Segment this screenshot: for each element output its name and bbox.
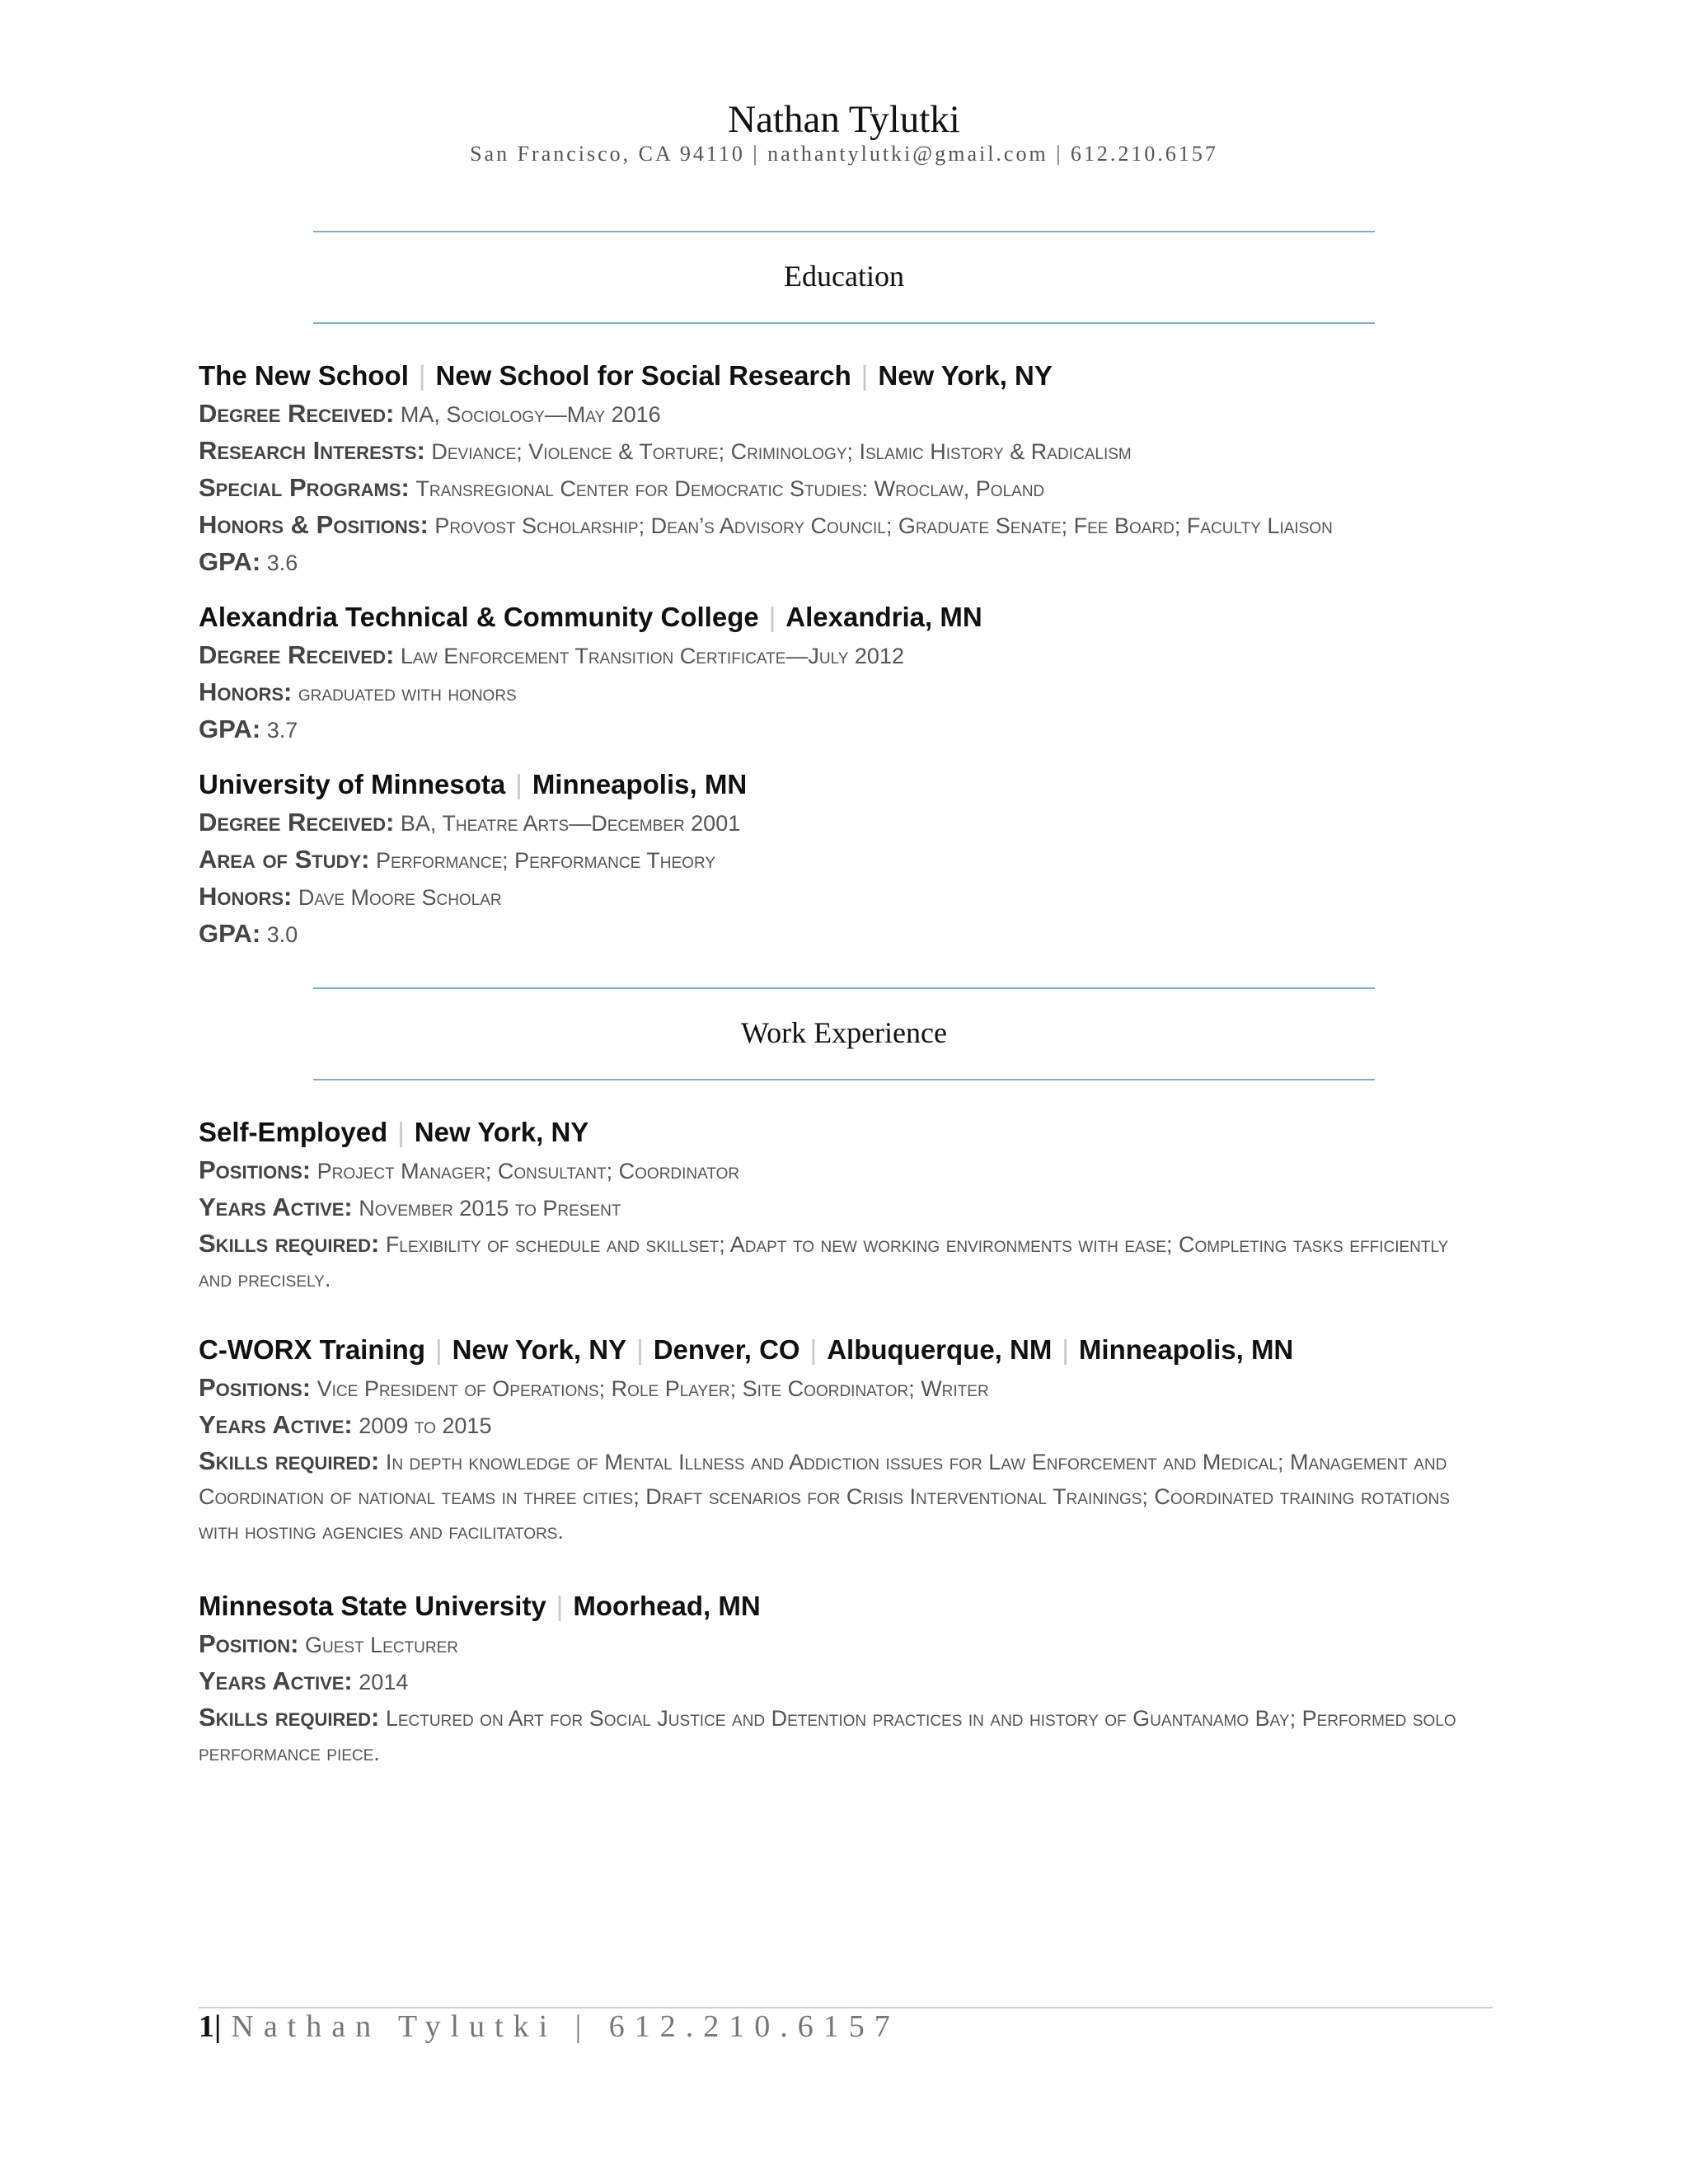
entry-location: New York, NY <box>878 360 1053 391</box>
detail-label: Honors & Positions: <box>199 510 429 539</box>
entry-detail-line <box>199 879 1484 916</box>
entry-detail-line <box>199 711 1484 748</box>
entry-organization: The New School <box>199 360 409 391</box>
detail-value: Transregional Center for Democratic Studies: Wroclaw, Poland <box>415 476 1045 501</box>
entry-heading <box>199 1586 1484 1626</box>
section-divider <box>313 987 1375 989</box>
heading-separator: | <box>397 1117 405 1147</box>
heading-separator: | <box>556 1591 564 1621</box>
entry-organization: Alexandria Technical & Community College <box>199 602 759 632</box>
detail-label: Special Programs: <box>199 473 410 502</box>
detail-value: 3.7 <box>266 718 298 743</box>
detail-label: Skills required: <box>199 1703 380 1732</box>
heading-separator: | <box>860 360 869 391</box>
entry-location: Alexandria, MN <box>785 602 982 632</box>
entry-detail-line <box>199 1152 1484 1189</box>
entry-detail-line <box>199 637 1484 674</box>
entry-organization: Self-Employed <box>199 1117 388 1147</box>
detail-value: Performance; Performance Theory <box>376 848 716 873</box>
detail-value: In depth knowledge of Mental Illness and Addiction issues for Law Enforcement and Medical; Management and Coordination of national teams in three cities; Draft scenarios for Crisis Interventional Trainings; Coordinated training rotations with hosting agencies and facilitators. <box>199 1450 1450 1544</box>
detail-label: Honors: <box>199 677 293 706</box>
entry-detail-line <box>199 433 1484 470</box>
heading-separator: | <box>435 1334 443 1365</box>
detail-value: Guest Lecturer <box>304 1633 458 1657</box>
section-divider <box>313 322 1375 324</box>
entry-location: Albuquerque, NM <box>827 1334 1053 1365</box>
education-entry <box>199 356 1484 581</box>
entry-detail-line <box>199 916 1484 953</box>
education-entry <box>199 765 1484 953</box>
entry-heading <box>199 598 1484 637</box>
heading-separator: | <box>636 1334 644 1365</box>
entry-heading <box>199 1113 1484 1152</box>
detail-label: Research Interests: <box>199 436 425 465</box>
detail-value: BA, Theatre Arts—December 2001 <box>400 811 741 836</box>
entry-heading <box>199 1330 1484 1370</box>
entry-location: Moorhead, MN <box>573 1591 761 1621</box>
resume-name: Nathan Tylutki <box>728 98 960 141</box>
detail-label: Years Active: <box>199 1410 353 1439</box>
detail-value: MA, Sociology—May 2016 <box>400 402 661 427</box>
entry-detail-line <box>199 1444 1484 1549</box>
detail-value: 3.6 <box>266 551 298 575</box>
entry-location: Minneapolis, MN <box>1078 1334 1294 1365</box>
entry-organization: Minnesota State University <box>199 1591 546 1621</box>
detail-label: Honors: <box>199 882 293 911</box>
entry-detail-line <box>199 1189 1484 1226</box>
detail-label: GPA: <box>199 715 261 743</box>
heading-separator: | <box>515 769 523 799</box>
entry-detail-line <box>199 841 1484 879</box>
detail-label: Degree Received: <box>199 399 395 428</box>
detail-label: Skills required: <box>199 1229 380 1258</box>
entry-organization: C-WORX Training <box>199 1334 425 1365</box>
entry-detail-line <box>199 1700 1484 1770</box>
heading-separator: | <box>809 1334 818 1365</box>
detail-value: November 2015 to Present <box>359 1196 621 1221</box>
entry-heading <box>199 356 1484 396</box>
detail-value: graduated with honors <box>298 681 517 705</box>
work-experience-heading: Work Experience <box>741 1016 947 1049</box>
detail-value: 3.0 <box>266 922 298 947</box>
detail-label: Degree Received: <box>199 640 395 669</box>
entry-detail-line <box>199 507 1484 544</box>
entry-heading <box>199 765 1484 804</box>
detail-value: Law Enforcement Transition Certificate—July 2012 <box>400 644 904 668</box>
detail-label: GPA: <box>199 547 261 576</box>
work-entry <box>199 1330 1484 1549</box>
entry-location: New York, NY <box>414 1117 589 1147</box>
detail-label: Positions: <box>199 1373 312 1402</box>
entry-detail-line <box>199 674 1484 711</box>
entry-location: New York, NY <box>452 1334 627 1365</box>
footer-text: Nathan Tylutki | 612.210.6157 <box>231 2009 900 2044</box>
detail-value: Provost Scholarship; Dean’s Advisory Council; Graduate Senate; Fee Board; Faculty Liaison <box>434 513 1333 538</box>
work-entry <box>199 1113 1484 1296</box>
detail-value: 2014 <box>359 1670 409 1694</box>
work-entry <box>199 1586 1484 1770</box>
entry-organization: University of Minnesota <box>199 769 506 799</box>
detail-value: Dave Moore Scholar <box>298 885 502 910</box>
page-footer <box>199 2008 900 2045</box>
detail-value: Vice President of Operations; Role Player; Site Coordinator; Writer <box>316 1376 989 1401</box>
section-divider <box>313 231 1375 232</box>
detail-label: Positions: <box>199 1155 312 1184</box>
entry-detail-line <box>199 1626 1484 1663</box>
education-heading: Education <box>784 260 904 293</box>
detail-label: Position: <box>199 1629 299 1658</box>
entry-detail-line <box>199 470 1484 507</box>
entry-location: Denver, CO <box>653 1334 800 1365</box>
detail-label: GPA: <box>199 919 261 948</box>
detail-label: Years Active: <box>199 1193 353 1221</box>
detail-value: Deviance; Violence & Torture; Criminology; Islamic History & Radicalism <box>431 439 1132 464</box>
page-number: 1 <box>199 2009 214 2044</box>
section-divider <box>313 1079 1375 1080</box>
heading-separator: | <box>1062 1334 1069 1365</box>
detail-label: Area of Study: <box>199 845 370 874</box>
footer-separator: | <box>214 2009 222 2044</box>
detail-label: Years Active: <box>199 1666 353 1695</box>
detail-label: Skills required: <box>199 1446 380 1475</box>
entry-detail-line <box>199 396 1484 433</box>
entry-detail-line <box>199 804 1484 841</box>
entry-detail-line <box>199 1407 1484 1444</box>
detail-value: Flexibility of schedule and skillset; Adapt to new working environments with ease; Completing tasks efficiently and precisely. <box>199 1232 1449 1291</box>
detail-value: Lectured on Art for Social Justice and Detention practices in and history of Guantanamo Bay; Performed solo performance piece. <box>199 1706 1456 1765</box>
detail-label: Degree Received: <box>199 808 395 837</box>
heading-separator: | <box>768 602 776 632</box>
entry-detail-line <box>199 1226 1484 1296</box>
entry-detail-line <box>199 544 1484 581</box>
contact-line: San Francisco, CA 94110 | nathantylutki@gmail.com | 612.210.6157 <box>470 142 1218 166</box>
detail-value: 2009 to 2015 <box>359 1413 492 1438</box>
detail-value: Project Manager; Consultant; Coordinator <box>316 1159 740 1183</box>
entry-location: New School for Social Research <box>435 360 851 391</box>
entry-location: Minneapolis, MN <box>532 769 748 799</box>
education-entry <box>199 598 1484 748</box>
entry-detail-line <box>199 1663 1484 1700</box>
entry-detail-line <box>199 1370 1484 1407</box>
heading-separator: | <box>418 360 426 391</box>
